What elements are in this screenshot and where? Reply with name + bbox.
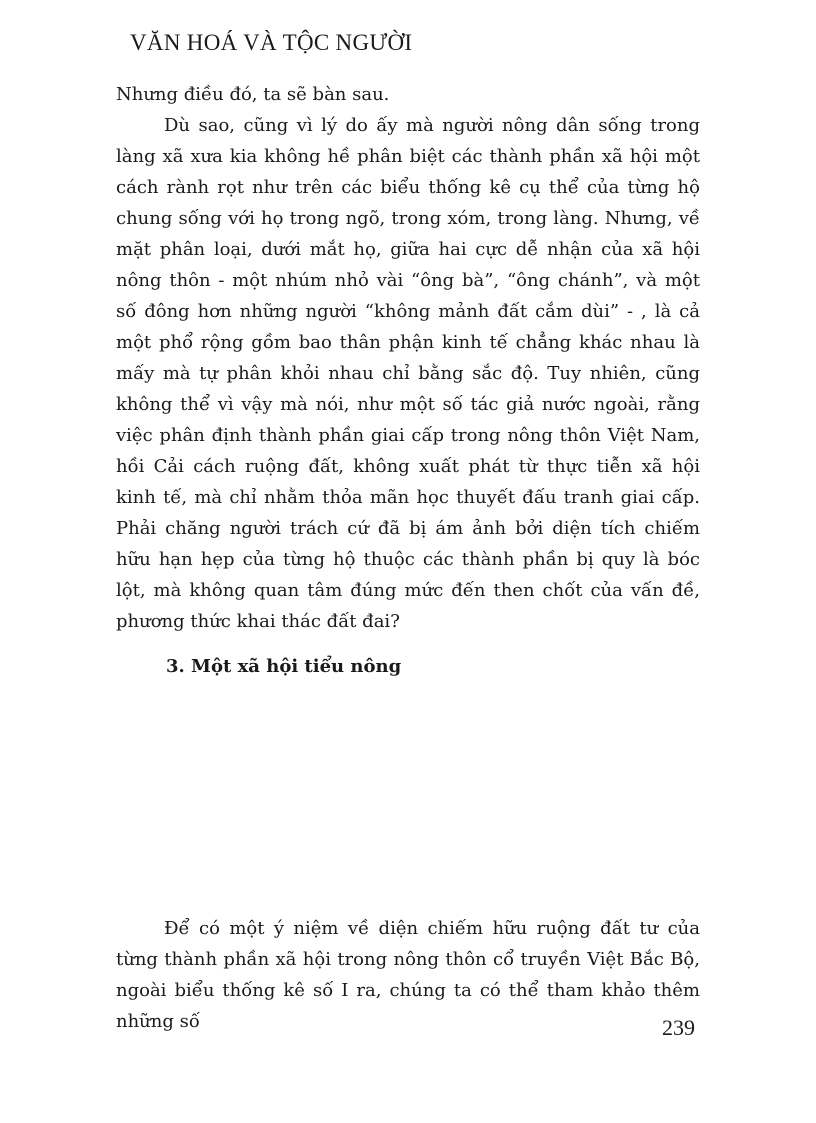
body-text-top (116, 79, 700, 637)
page-number: 239 (662, 1015, 695, 1040)
section-heading: 3. Một xã hội tiểu nông (166, 656, 402, 677)
body-text-bottom (116, 913, 700, 1037)
paragraph-2: Dù sao, cũng vì lý do ấy mà người nông dân sống trong làng xã xưa kia không hề phân biệt các thành phần xã hội một cách rành rọt như trên các biểu thống kê cụ thể của từng hộ chung sống với họ trong ngõ, trong xóm, trong làng. Nhưng, về mặt phân loại, dưới mắt họ, giữa hai cực dễ nhận của xã hội nông thôn - một nhúm nhỏ vài “ông bà”, “ông chánh”, và một số đông hơn những người “không mảnh đất cắm dùi” - , là cả một phổ rộng gồm bao thân phận kinh tế chẳng khác nhau là mấy mà tự phân khỏi nhau chỉ bằng sắc độ. Tuy nhiên, cũng không thể vì vậy mà nói, như một số tác giả nước ngoài, rằng việc phân định thành phần giai cấp trong nông thôn Việt Nam, hồi Cải cách ruộng đất, không xuất phát từ thực tiễn xã hội kinh tế, mà chỉ nhằm thỏa mãn học thuyết đấu tranh giai cấp. Phải chăng người trách cứ đã bị ám ảnh bởi diện tích chiếm hữu hạn hẹp của từng hộ thuộc các thành phần bị quy là bóc lột, mà không quan tâm đúng mức đến then chốt của vấn đề, phương thức khai thác đất đai? (116, 115, 700, 632)
paragraph-1: Nhưng điều đó, ta sẽ bàn sau. (116, 84, 390, 105)
running-header: VĂN HOÁ VÀ TỘC NGƯỜI (130, 30, 413, 55)
paragraph-3: Để có một ý niệm về diện chiếm hữu ruộng đất tư của từng thành phần xã hội trong nông thôn cổ truyền Việt Bắc Bộ, ngoài biểu thống kê số I ra, chúng ta có thể tham khảo thêm những số (116, 918, 700, 1032)
